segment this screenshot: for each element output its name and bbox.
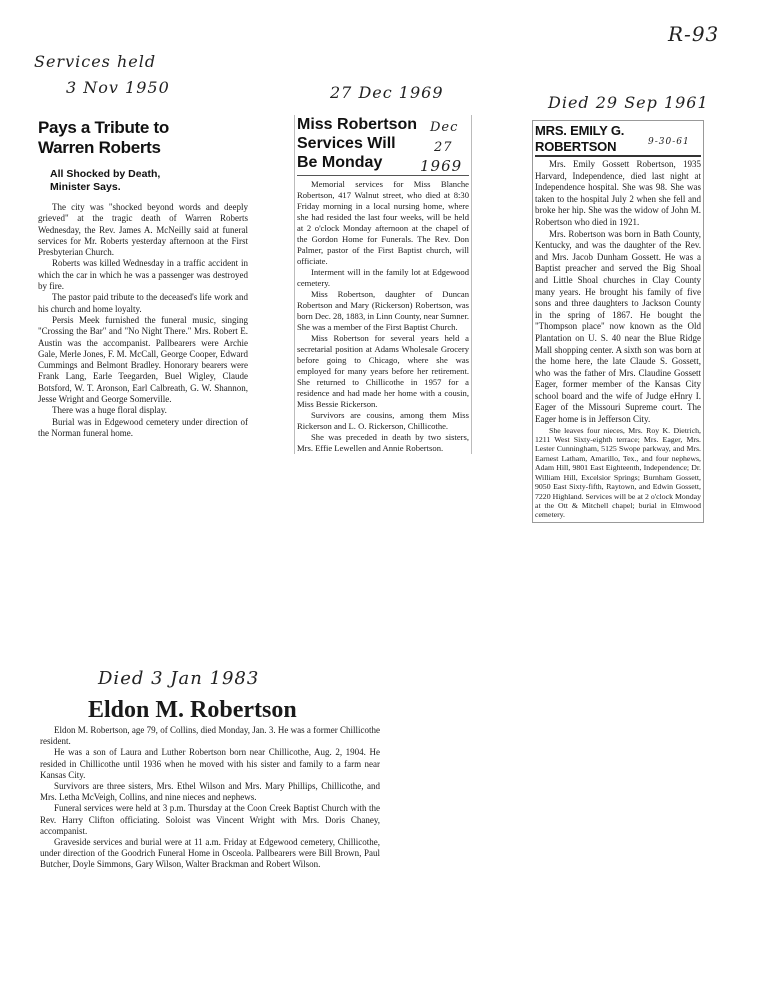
clip2-divider xyxy=(297,175,469,176)
clipping-miss-robertson xyxy=(294,115,472,454)
clip2-title-line1: Miss Robertson xyxy=(297,116,418,133)
clip1-paragraph: Persis Meek furnished the funeral music, singing "Crossing the Bar" and "No Night There." Mrs. Robert E. Austin was the accompanist. Pallbearers were Archie Gale, Merle Jones, F. M. McCall, George Cooper, Edward Cummings and Belmont Bradley. Honorary bearers were Frank Lang, Earle Teegarden, Buel Wigley, Claude Botsford, W. T. Aronson, Earl Calbreath, G. W. Shannon, Jesse Wright and George Somerville. xyxy=(38,314,248,405)
clip1-paragraph: There was a huge floral display. xyxy=(52,405,167,416)
clip3-handwritten-date: Died 29 Sep 1961 xyxy=(548,93,709,112)
clip1-handwritten-date: 3 Nov 1950 xyxy=(66,78,170,97)
clip4-paragraph: Survivors are three sisters, Mrs. Ethel Wilson and Mrs. Mary Phillips, Chillicothe, and Mrs. Letha McVeigh, Collins, and nine nieces and nephews. xyxy=(40,781,380,803)
clip4-paragraph: Eldon M. Robertson, age 79, of Collins, died Monday, Jan. 3. He was a former Chillicothe resident. xyxy=(40,725,380,747)
clip1-handwritten-note: Services held xyxy=(34,52,157,71)
clip2-title-line2: Services Will xyxy=(297,135,396,152)
clip2-paragraph: Survivors are cousins, among them Miss Rickerson and L. O. Rickerson, Chillicothe. xyxy=(297,410,469,431)
clipping-eldon-robertson xyxy=(40,695,380,871)
clipping-emily-robertson xyxy=(532,120,704,523)
clip3-margin-note: 9-30-61 xyxy=(648,137,690,147)
clip4-paragraph: Funeral services were held at 3 p.m. Thursday at the Coon Creek Baptist Church with the Rev. Harry Clifton officiating. Soloist was Vincent Wright with Mrs. Doris Chaney, accompanist. xyxy=(40,803,380,836)
clip2-paragraph: Interment will in the family lot at Edgewood cemetery. xyxy=(297,267,469,288)
clipping-warren-roberts xyxy=(38,118,248,439)
clip4-paragraph: He was a son of Laura and Luther Robertson born near Chillicothe, Aug. 2, 1904. He resided in Chillicothe until 1936 when he moved with his sister and family to a farm near Kansas City. xyxy=(40,747,380,780)
clip1-paragraph: Roberts was killed Wednesday in a traffic accident in which the car in which he was a passenger was destroyed by fire. xyxy=(38,258,248,292)
clip1-subtitle xyxy=(50,168,248,194)
clip3-paragraph: Mrs. Emily Gossett Robertson, 1935 Harvard, Independence, died last night at Independence hospital. She was 98. She was taken to the hospital July 2 when she fell and broke her hip. She was the widow of John M. Robertson who died in 1921. xyxy=(535,159,701,227)
clip1-paragraph: The pastor paid tribute to the deceased's life work and his church and home loyalty. xyxy=(38,292,248,314)
clip2-margin-note-a: Dec xyxy=(430,120,459,135)
clip3-paragraph: Mrs. Robertson was born in Bath County, Kentucky, and was the daughter of the Rev. and Mrs. Jacob Dunham Gossett. He was a Baptist preacher and served the Big Shoal and Little Shoal churches in Clay County many years. He brought his family of five sons and three daughters to Jackson County in the spring of 1867. He bought the "Thompson place" now known as the Old Plantation on U. S. 40 near the Blue Ridge Mall shopping center. A sixth son was born at the home here, the late Claude S. Gossett, who was the father of Mrs. Claudine Gossett Eager, former member of the Kansas City school board and the wife of Judge eHnry I. Eager of the Missouri Supreme court. The Eager home is in Jefferson City. xyxy=(535,228,701,425)
clip2-paragraph: She was preceded in death by two sisters, Mrs. Effie Lewellen and Annie Robertson. xyxy=(297,432,469,453)
clip1-subtitle-line2: Minister Says. xyxy=(50,181,121,193)
clip2-paragraph: Memorial services for Miss Blanche Robertson, 417 Walnut street, who died at 8:30 Friday morning in a local nursing home, where she had resided the last four weeks, will be held at 2 o'clock Monday afternoon at the chapel of the Gordon Home for Funerals. The Rev. Don Palmer, pastor of the First Baptist church, will officiate. xyxy=(297,179,469,266)
clip2-title-line3: Be Monday xyxy=(297,154,383,171)
clip2-handwritten-date: 27 Dec 1969 xyxy=(330,83,444,102)
clip3-title: MRS. EMILY G. ROBERTSON xyxy=(535,123,701,157)
clip4-title: Eldon M. Robertson xyxy=(88,697,297,723)
clip2-margin-note-c: 1969 xyxy=(420,157,463,175)
clip2-margin-note-b: 27 xyxy=(434,140,453,155)
clip4-handwritten-date: Died 3 Jan 1983 xyxy=(98,668,260,689)
clip1-subtitle-line1: All Shocked by Death, xyxy=(50,168,161,180)
clip1-paragraph: Burial was in Edgewood cemetery under direction of the Norman funeral home. xyxy=(38,416,248,438)
clip1-title-line2: Warren Roberts xyxy=(38,138,161,157)
clip2-paragraph: Miss Robertson for several years held a secretarial position at Adams Wholesale Grocery before going to Chicago, where she was employed for many years before her retirement. She returned to Chillicothe in 1957 for a residence and had made her home with a cousin, Miss Bessie Rickerson. xyxy=(297,333,469,409)
clip1-paragraph: The city was "shocked beyond words and deeply grieved" at the tragic death of Warren Roberts Wednesday, the Rev. James A. McNeilly said at funeral services for Mr. Roberts yesterday afternoon at the First Presbyterian Church. xyxy=(38,202,248,258)
page-mark: R-93 xyxy=(668,22,720,46)
clip4-paragraph: Graveside services and burial were at 11 a.m. Friday at Edgewood cemetery, Chillicothe, under direction of the Goodrich Funeral Home in Osceola. Pallbearers were Bill Brown, Paul Butcher, Doyle Simmons, Gary Wilson, Walter Brackman and Robert Wilson. xyxy=(40,837,380,870)
clip1-title-line1: Pays a Tribute to xyxy=(38,118,169,137)
clip3-paragraph: She leaves four nieces, Mrs. Roy K. Dietrich, 1211 West Sixty-eighth terrace; Mrs. Eager, Mrs. Lester Cunningham, 5125 Swope parkway, and Mrs. Earnest Latham, Amarillo, Tex., and four nephews, Adam Hill, 9801 East Eighteenth, Independence; Dr. William Hill, Excelsior Springs; Burnham Gossett, 9050 East Sixty-fifth, Raytown, and Edwin Gossett, 7220 Highland. Services will be at 2 o'clock Monday at the Ott & Mitchell chapel; burial in Elmwood cemetery. xyxy=(535,425,701,520)
clip2-paragraph: Miss Robertson, daughter of Duncan Robertson and Mary (Rickerson) Robertson, was born Dec. 28, 1883, in Linn County, near Sumner. She was a member of the First Baptist Church. xyxy=(297,289,470,332)
